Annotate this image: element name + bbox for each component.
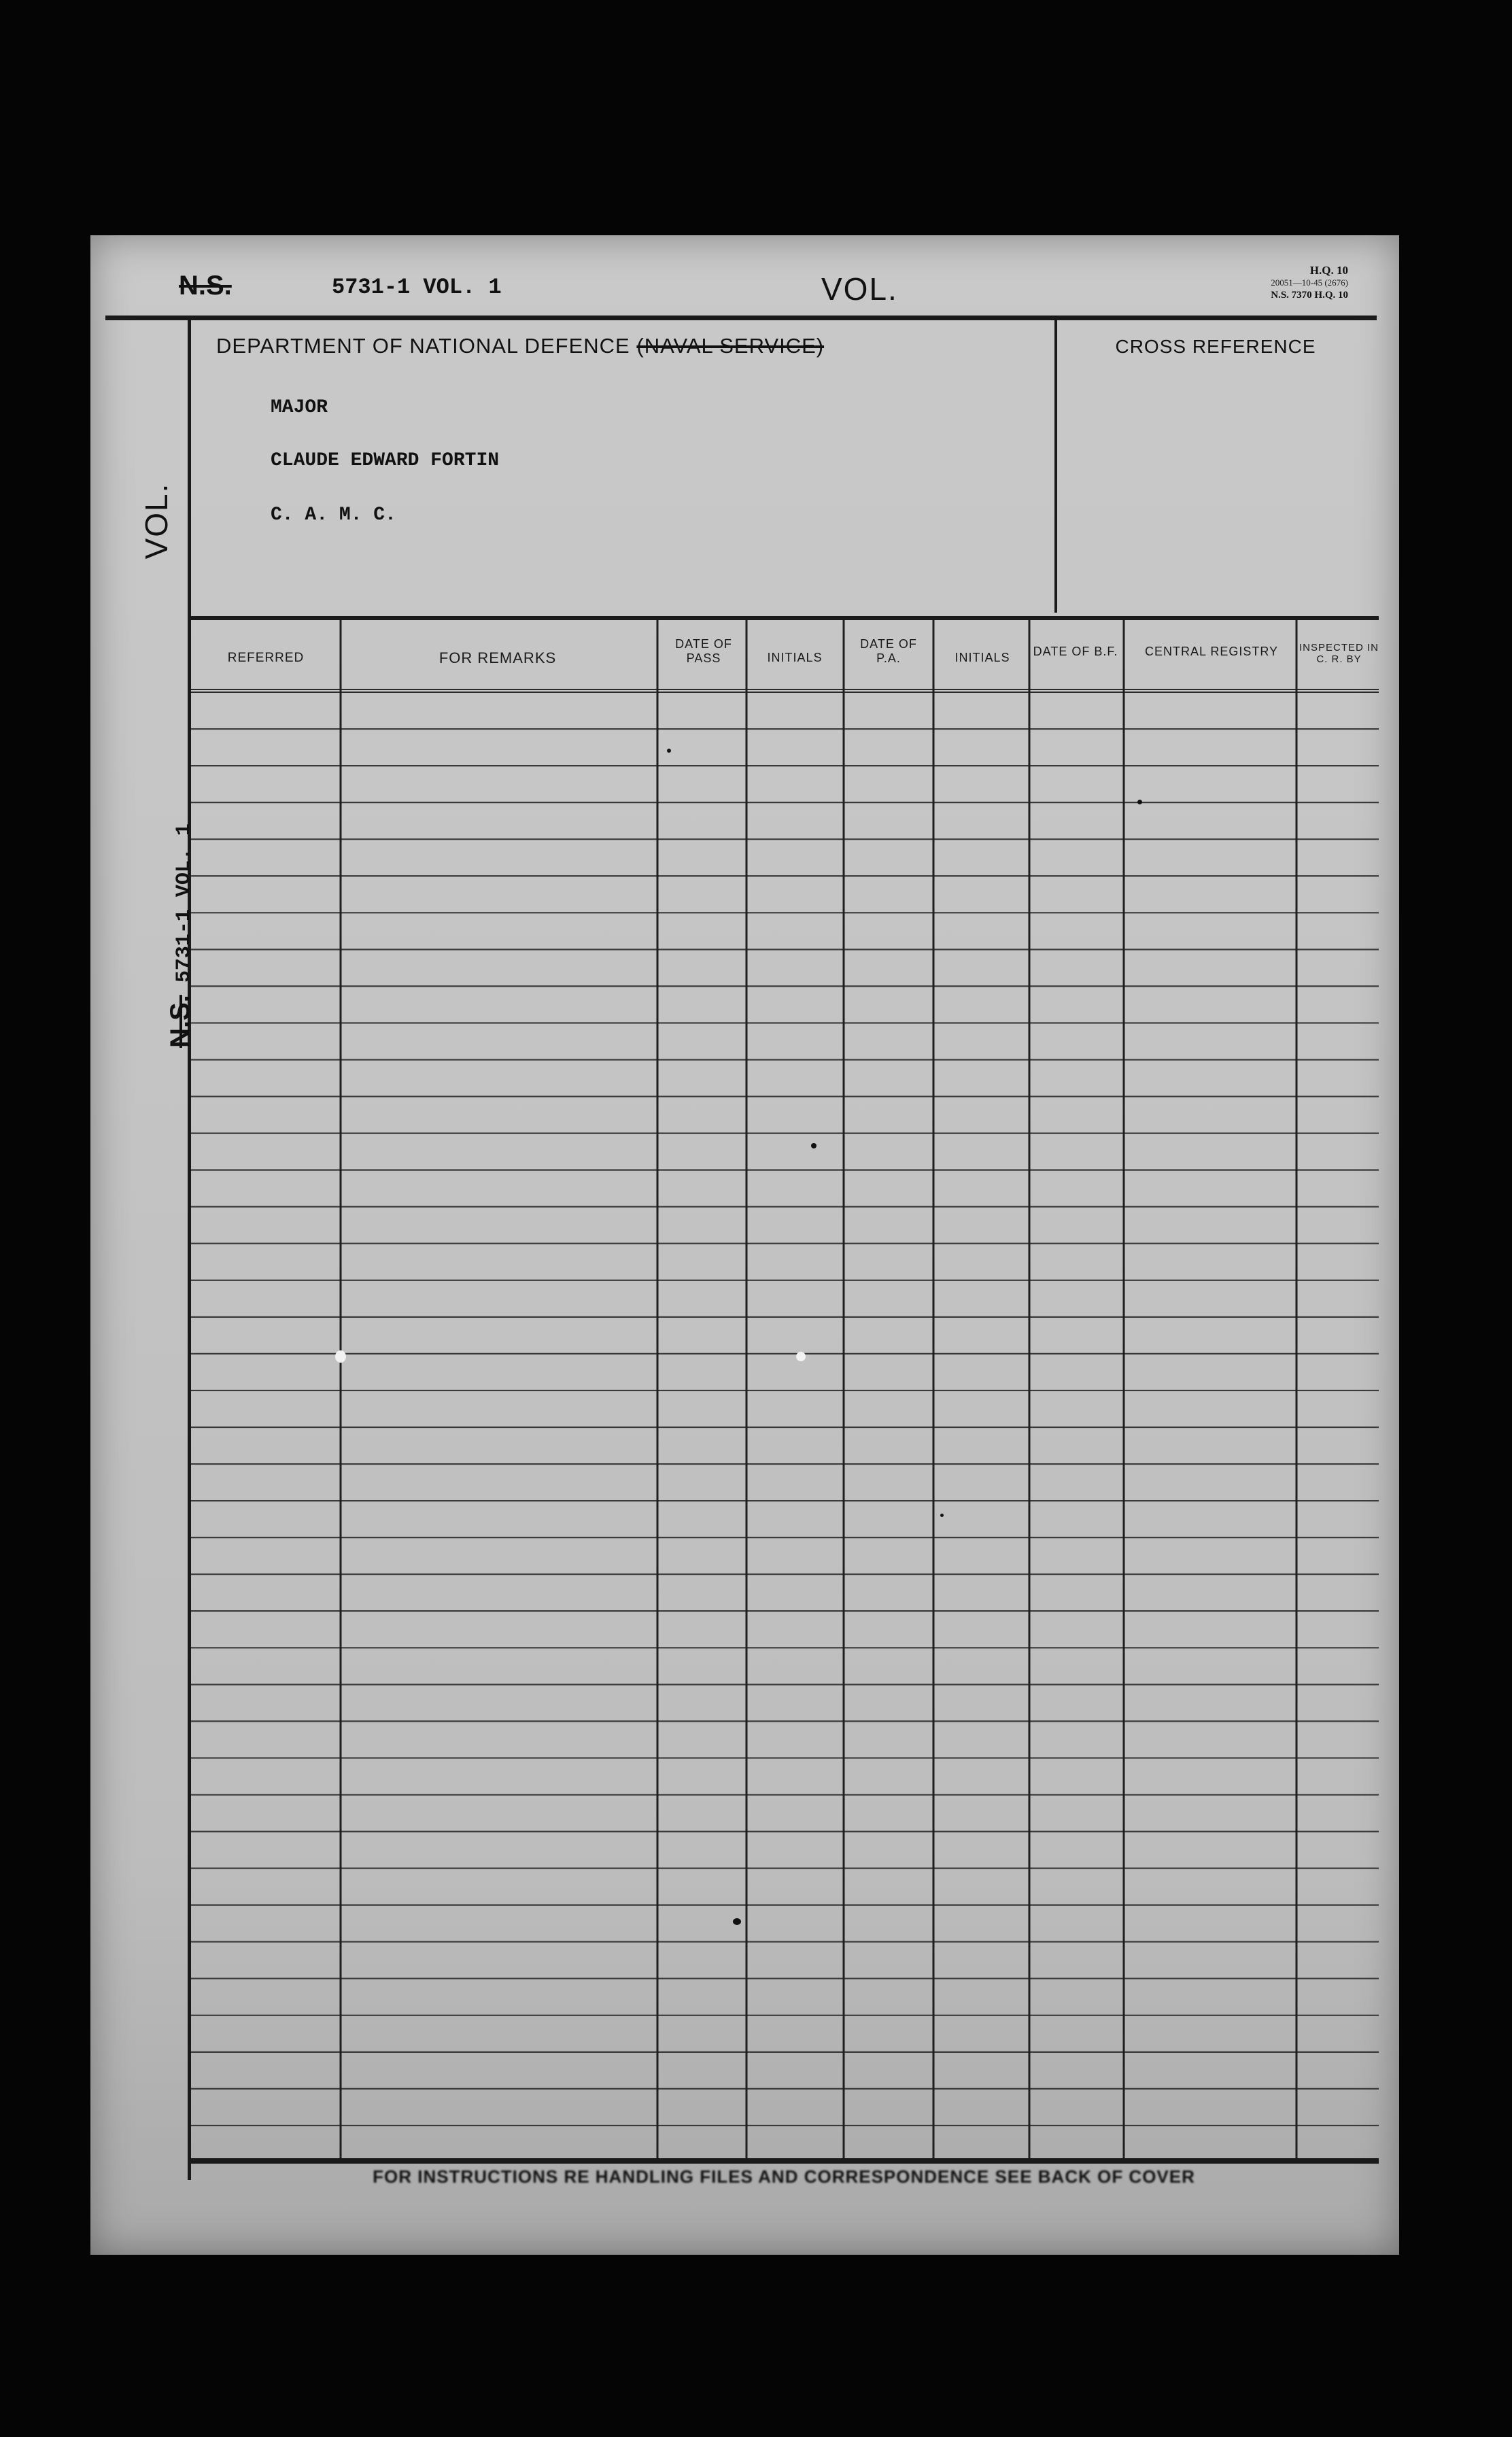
speck — [1137, 800, 1142, 804]
file-cover-sheet — [90, 235, 1399, 2255]
speck — [335, 1350, 346, 1363]
header-file-number: 5731-1 VOL. 1 — [332, 275, 502, 300]
department-title — [216, 334, 824, 358]
table-col-referred: REFERRED — [227, 650, 305, 665]
form-ref: N.S. 7370 H.Q. 10 — [1271, 290, 1348, 301]
routing-table-lines — [191, 620, 1379, 2162]
side-ns-label: N.S. — [165, 995, 195, 1048]
routing-table — [191, 620, 1379, 2162]
form-print-line: 20051—10-45 (2676) — [1271, 277, 1348, 288]
footer-instructions: FOR INSTRUCTIONS RE HANDLING FILES AND CORRESPONDENCE SEE BACK OF COVER — [373, 2166, 1195, 2187]
table-bottom-rule — [188, 2158, 1379, 2164]
speck — [796, 1352, 806, 1361]
cross-reference-label: CROSS REFERENCE — [1115, 336, 1316, 357]
form-code: H.Q. 10 — [1309, 264, 1348, 277]
subject-unit: C. A. M. C. — [271, 505, 396, 526]
table-col-date-of-pass: DATE OF PASS — [675, 637, 732, 665]
header-rule — [105, 316, 1377, 320]
side-vol-label: VOL. — [139, 482, 174, 560]
table-col-inspected: INSPECTED IN C. R. BY — [1299, 642, 1379, 665]
table-col-initials-2: INITIALS — [955, 650, 1010, 664]
table-col-date-of-bf: DATE OF B.F. — [1033, 644, 1118, 658]
speck — [811, 1143, 817, 1148]
department-struck-text: (NAVAL SERVICE) — [636, 334, 825, 358]
header-ns-label: N.S. — [179, 271, 232, 301]
cross-reference-divider — [1054, 320, 1057, 613]
subject-name: CLAUDE EDWARD FORTIN — [271, 450, 500, 471]
speck — [733, 1918, 741, 1925]
table-col-for-remarks: FOR REMARKS — [439, 649, 557, 666]
table-col-central-registry: CENTRAL REGISTRY — [1144, 644, 1279, 658]
subject-rank: MAJOR — [271, 397, 328, 418]
table-col-date-of-pa: DATE OF P.A. — [860, 637, 917, 665]
speck — [940, 1514, 944, 1517]
side-file-number: 5731-1 VOL. 1 — [173, 823, 196, 983]
table-col-initials-1: INITIALS — [767, 650, 823, 664]
header-vol-label: VOL. — [821, 271, 898, 307]
department-name: DEPARTMENT OF NATIONAL DEFENCE — [216, 334, 630, 358]
speck — [667, 749, 671, 753]
